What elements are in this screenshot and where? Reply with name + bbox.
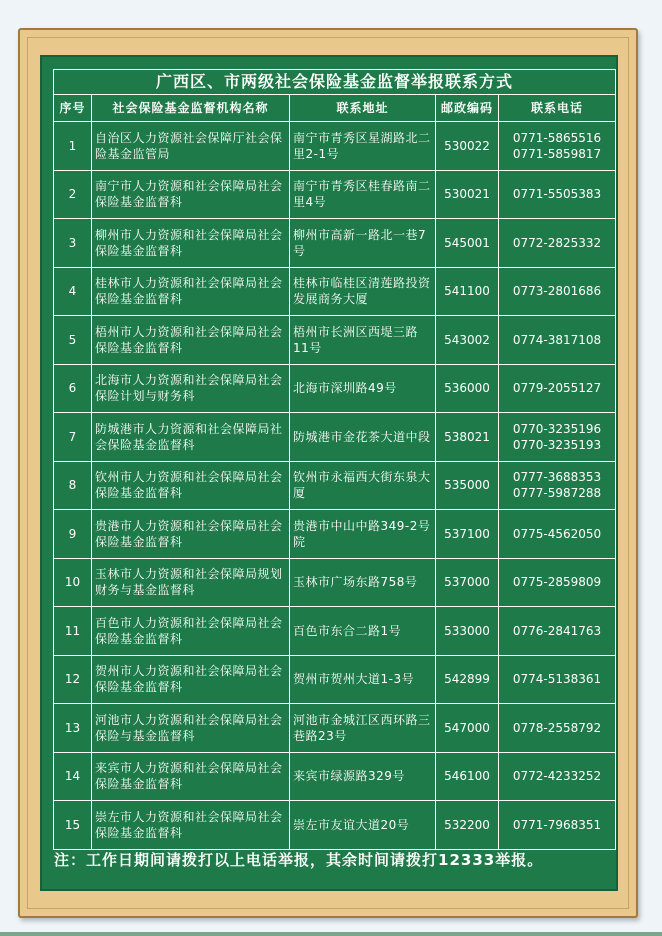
org-name: 南宁市人力资源和社会保障局社会保险基金监督科	[92, 170, 290, 219]
phone-number: 0777-3688353	[512, 470, 602, 485]
address: 南宁市青秀区星湖路北二里2-1号	[290, 122, 436, 171]
postal-code: 535000	[436, 461, 499, 510]
row-number: 4	[54, 267, 92, 316]
table-row	[54, 607, 616, 656]
row-number: 1	[54, 122, 92, 171]
address: 贵港市中山中路349-2号院	[290, 510, 436, 559]
org-name: 桂林市人力资源和社会保障局社会保险基金监督科	[92, 267, 290, 316]
org-name: 贵港市人力资源和社会保障局社会保险基金监督科	[92, 510, 290, 559]
address: 河池市金城江区西环路三巷路23号	[290, 704, 436, 753]
postal-code: 530021	[436, 170, 499, 219]
org-name: 北海市人力资源和社会保障局社会保险计划与财务科	[92, 364, 290, 413]
row-number: 5	[54, 316, 92, 365]
org-name: 河池市人力资源和社会保障局社会保险与基金监督科	[92, 704, 290, 753]
address: 梧州市长洲区西堤三路11号	[290, 316, 436, 365]
phone-number: 0774-5138361	[512, 672, 602, 687]
row-number: 12	[54, 655, 92, 704]
phone-cell	[499, 219, 616, 268]
phone-number: 0771-5505383	[512, 187, 602, 202]
row-number: 8	[54, 461, 92, 510]
footer-note: 注：工作日期间请拨打以上电话举报，其余时间请拨打12333举报。	[54, 851, 544, 869]
address: 桂林市临桂区清莲路投资发展商务大厦	[290, 267, 436, 316]
org-name: 防城港市人力资源和社会保障局社会保险基金监督科	[92, 413, 290, 462]
row-number: 3	[54, 219, 92, 268]
phone-cell	[499, 801, 616, 850]
postal-code: 546100	[436, 752, 499, 801]
table-row	[54, 510, 616, 559]
address: 南宁市青秀区桂春路南二里4号	[290, 170, 436, 219]
row-number: 9	[54, 510, 92, 559]
table-title: 广西区、市两级社会保险基金监督举报联系方式	[54, 70, 616, 95]
phone-cell	[499, 558, 616, 607]
org-name: 贺州市人力资源和社会保障局社会保险基金监督科	[92, 655, 290, 704]
phone-number: 0775-2859809	[512, 575, 602, 590]
address: 崇左市友谊大道20号	[290, 801, 436, 850]
table-row	[54, 558, 616, 607]
header-no: 序号	[54, 95, 92, 122]
chalkboard-frame	[18, 28, 638, 918]
header-post: 邮政编码	[436, 95, 499, 122]
row-number: 6	[54, 364, 92, 413]
postal-code: 542899	[436, 655, 499, 704]
postal-code: 536000	[436, 364, 499, 413]
table-row	[54, 170, 616, 219]
postal-code: 532200	[436, 801, 499, 850]
org-name: 玉林市人力资源和社会保障局规划财务与基金监督科	[92, 558, 290, 607]
phone-number: 0771-7968351	[512, 817, 602, 832]
phone-number: 0777-5987288	[512, 486, 602, 501]
table-row	[54, 752, 616, 801]
table-row	[54, 704, 616, 753]
postal-code: 541100	[436, 267, 499, 316]
header-phone: 联系电话	[499, 95, 616, 122]
address: 钦州市永福西大街东泉大厦	[290, 461, 436, 510]
table-row	[54, 413, 616, 462]
chalkboard	[40, 55, 618, 891]
address: 玉林市广场东路758号	[290, 558, 436, 607]
header-addr: 联系地址	[290, 95, 436, 122]
org-name: 钦州市人力资源和社会保障局社会保险基金监督科	[92, 461, 290, 510]
postal-code: 547000	[436, 704, 499, 753]
phone-number: 0772-4233252	[512, 769, 602, 784]
phone-number: 0775-4562050	[512, 526, 602, 541]
phone-cell	[499, 704, 616, 753]
phone-cell	[499, 752, 616, 801]
postal-code: 530022	[436, 122, 499, 171]
contact-table	[53, 69, 616, 850]
phone-cell	[499, 461, 616, 510]
org-name: 来宾市人力资源和社会保障局社会保险基金监督科	[92, 752, 290, 801]
phone-cell	[499, 316, 616, 365]
address: 柳州市高新一路北一巷7号	[290, 219, 436, 268]
phone-number: 0771-5859817	[512, 146, 602, 161]
table-body	[54, 122, 616, 850]
postal-code: 545001	[436, 219, 499, 268]
postal-code: 533000	[436, 607, 499, 656]
table-row	[54, 461, 616, 510]
phone-number: 0770-3235193	[512, 437, 602, 452]
address: 来宾市绿源路329号	[290, 752, 436, 801]
phone-cell	[499, 364, 616, 413]
phone-cell	[499, 655, 616, 704]
phone-number: 0770-3235196	[512, 421, 602, 436]
table-row	[54, 316, 616, 365]
address: 百色市东合二路1号	[290, 607, 436, 656]
row-number: 10	[54, 558, 92, 607]
address: 北海市深圳路49号	[290, 364, 436, 413]
postal-code: 537000	[436, 558, 499, 607]
table-row	[54, 655, 616, 704]
phone-cell	[499, 267, 616, 316]
postal-code: 537100	[436, 510, 499, 559]
phone-number: 0771-5865516	[512, 130, 602, 145]
phone-number: 0779-2055127	[512, 381, 602, 396]
address: 防城港市金花茶大道中段	[290, 413, 436, 462]
address: 贺州市贺州大道1-3号	[290, 655, 436, 704]
phone-number: 0773-2801686	[512, 284, 602, 299]
org-name: 梧州市人力资源和社会保障局社会保险基金监督科	[92, 316, 290, 365]
table-row	[54, 122, 616, 171]
row-number: 2	[54, 170, 92, 219]
row-number: 11	[54, 607, 92, 656]
header-org: 社会保险基金监督机构名称	[92, 95, 290, 122]
phone-cell	[499, 510, 616, 559]
row-number: 14	[54, 752, 92, 801]
bottom-divider	[0, 932, 662, 936]
table-row	[54, 801, 616, 850]
postal-code: 543002	[436, 316, 499, 365]
phone-cell	[499, 607, 616, 656]
row-number: 15	[54, 801, 92, 850]
phone-cell	[499, 122, 616, 171]
phone-number: 0774-3817108	[512, 332, 602, 347]
postal-code: 538021	[436, 413, 499, 462]
org-name: 崇左市人力资源和社会保障局社会保险基金监督科	[92, 801, 290, 850]
org-name: 百色市人力资源和社会保障局社会保险基金监督科	[92, 607, 290, 656]
table-row	[54, 267, 616, 316]
phone-number: 0772-2825332	[512, 235, 602, 250]
table-row	[54, 219, 616, 268]
row-number: 7	[54, 413, 92, 462]
phone-number: 0778-2558792	[512, 720, 602, 735]
table-row	[54, 364, 616, 413]
phone-number: 0776-2841763	[512, 623, 602, 638]
row-number: 13	[54, 704, 92, 753]
org-name: 柳州市人力资源和社会保障局社会保险基金监督科	[92, 219, 290, 268]
phone-cell	[499, 170, 616, 219]
org-name: 自治区人力资源社会保障厅社会保险基金监管局	[92, 122, 290, 171]
phone-cell	[499, 413, 616, 462]
